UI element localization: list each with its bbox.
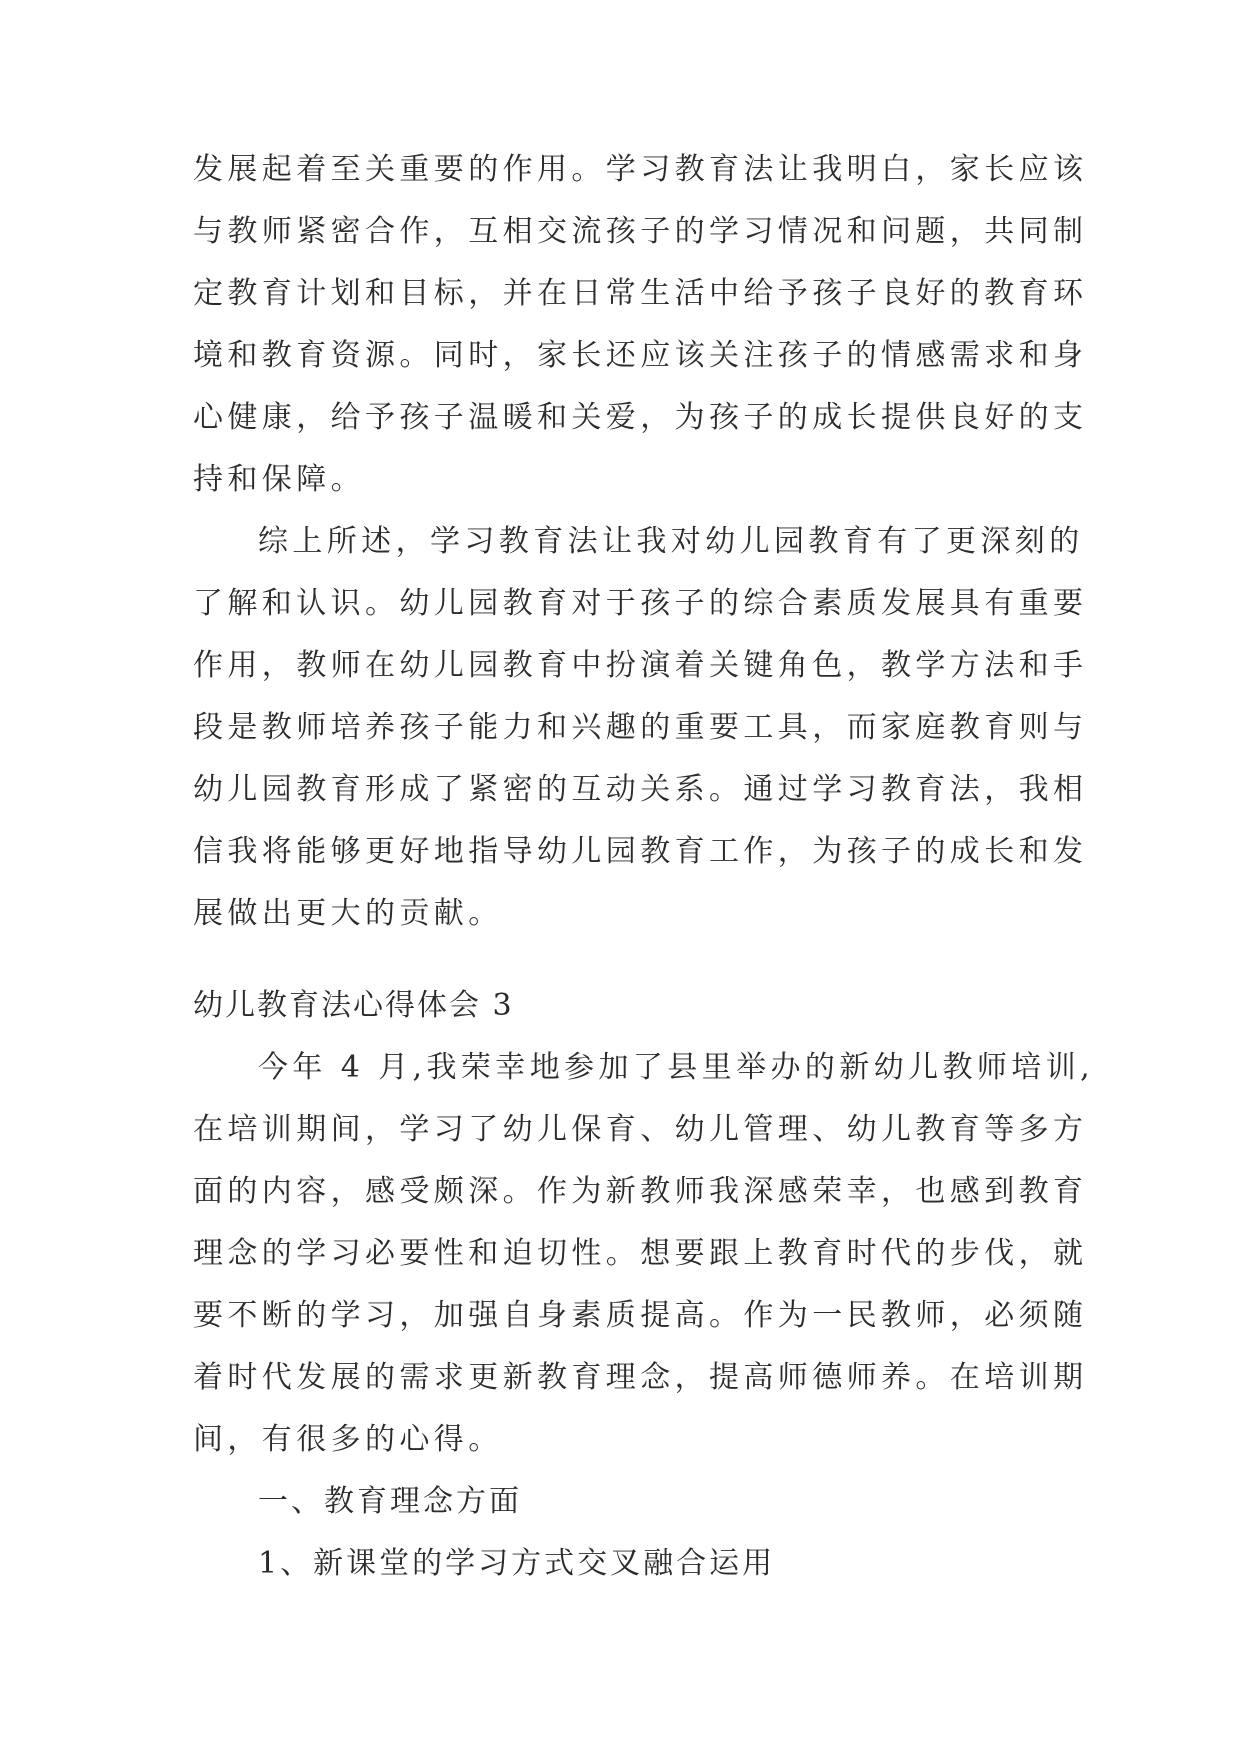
paragraph-1-line-2: 与教师紧密合作，互相交流孩子的学习情况和问题，共同制 [193, 214, 1088, 249]
section-title: 幼儿教育法心得体会 3 [193, 988, 514, 1023]
paragraph-3-line-6: 着时代发展的需求更新教育理念，提高师德师养。在培训期 [193, 1360, 1088, 1395]
paragraph-3-line-1: 今年 4 月,我荣幸地参加了县里举办的新幼儿教师培训, [258, 1050, 1095, 1085]
paragraph-2-line-2: 了解和认识。幼儿园教育对于孩子的综合素质发展具有重要 [193, 586, 1088, 621]
paragraph-2-line-3: 作用，教师在幼儿园教育中扮演着关键角色，教学方法和手 [193, 648, 1088, 683]
paragraph-2-line-7: 展做出更大的贡献。 [193, 896, 503, 931]
paragraph-2-line-4: 段是教师培养孩子能力和兴趣的重要工具，而家庭教育则与 [193, 710, 1088, 745]
paragraph-1-line-1: 发展起着至关重要的作用。学习教育法让我明白，家长应该 [193, 152, 1088, 187]
paragraph-1-line-6: 持和保障。 [193, 462, 365, 497]
paragraph-2-line-5: 幼儿园教育形成了紧密的互动关系。通过学习教育法，我相 [193, 772, 1088, 807]
paragraph-1-line-5: 心健康，给予孩子温暖和关爱，为孩子的成长提供良好的支 [193, 400, 1088, 435]
paragraph-2-line-6: 信我将能够更好地指导幼儿园教育工作，为孩子的成长和发 [193, 834, 1088, 869]
paragraph-3-line-7: 间，有很多的心得。 [193, 1422, 503, 1457]
paragraph-3-line-5: 要不断的学习，加强自身素质提高。作为一民教师，必须随 [193, 1298, 1088, 1333]
paragraph-1-line-4: 境和教育资源。同时，家长还应该关注孩子的情感需求和身 [193, 338, 1088, 373]
subheading-education-philosophy: 一、教育理念方面 [258, 1484, 522, 1519]
paragraph-3-line-2: 在培训期间，学习了幼儿保育、幼儿管理、幼儿教育等多方 [193, 1112, 1088, 1147]
paragraph-1-line-3: 定教育计划和目标，并在日常生活中给予孩子良好的教育环 [193, 276, 1088, 311]
paragraph-2-line-1: 综上所述，学习教育法让我对幼儿园教育有了更深刻的 [258, 524, 1084, 559]
paragraph-3-line-4: 理念的学习必要性和迫切性。想要跟上教育时代的步伐，就 [193, 1236, 1088, 1271]
paragraph-3-line-3: 面的内容，感受颇深。作为新教师我深感荣幸，也感到教育 [193, 1174, 1088, 1209]
subheading-new-classroom: 1、新课堂的学习方式交叉融合运用 [258, 1546, 776, 1581]
